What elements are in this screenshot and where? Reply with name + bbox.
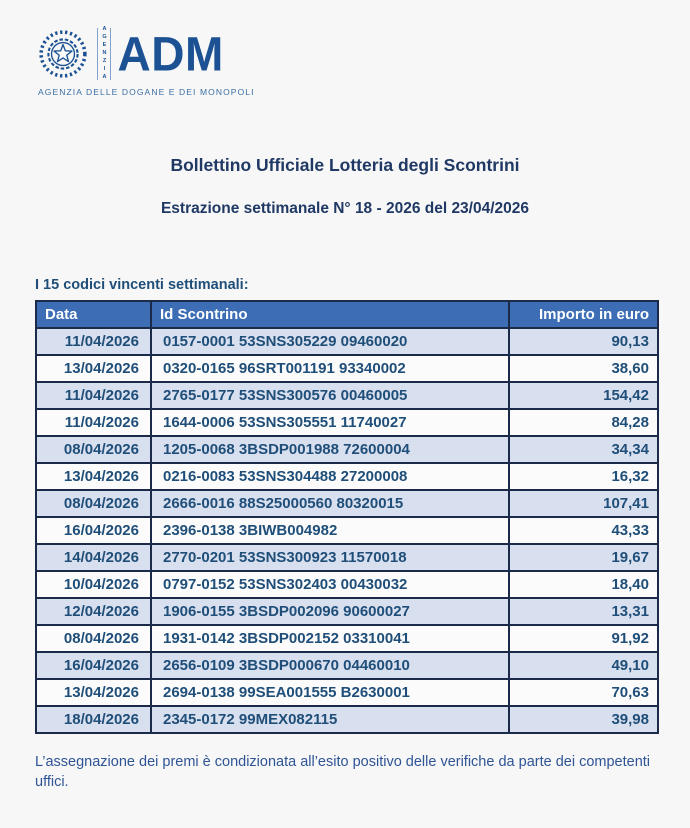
footer-note: L’assegnazione dei premi è condizionata all’esito positivo delle verifiche da parte dei competenti uffici. xyxy=(35,753,651,790)
table-row xyxy=(36,598,658,625)
cell-amount: 13,31 xyxy=(509,598,658,625)
cell-date: 16/04/2026 xyxy=(36,652,151,679)
table-row xyxy=(36,571,658,598)
cell-id: 0157-0001 53SNS305229 09460020 xyxy=(151,328,509,355)
table-body xyxy=(36,328,658,733)
cell-date: 08/04/2026 xyxy=(36,436,151,463)
cell-amount: 39,98 xyxy=(509,706,658,733)
cell-id: 1931-0142 3BSDP002152 03310041 xyxy=(151,625,509,652)
table-row xyxy=(36,544,658,571)
cell-amount: 91,92 xyxy=(509,625,658,652)
cell-date: 18/04/2026 xyxy=(36,706,151,733)
document-subtitle: Estrazione settimanale N° 18 - 2026 del 23/04/2026 xyxy=(160,200,530,218)
table-row xyxy=(36,355,658,382)
table-header-row xyxy=(36,301,658,328)
table-row xyxy=(36,409,658,436)
cell-date: 16/04/2026 xyxy=(36,517,151,544)
cell-id: 0320-0165 96SRT001191 93340002 xyxy=(151,355,509,382)
table-row xyxy=(36,679,658,706)
logo-vertical-strip xyxy=(97,28,111,80)
cell-id: 2694-0138 99SEA001555 B2630001 xyxy=(151,679,509,706)
cell-id: 2666-0016 88S25000560 80320015 xyxy=(151,490,509,517)
table-row xyxy=(36,706,658,733)
document-title: Bollettino Ufficiale Lotteria degli Scontrini xyxy=(170,155,520,175)
cell-date: 08/04/2026 xyxy=(36,490,151,517)
cell-amount: 107,41 xyxy=(509,490,658,517)
cell-amount: 18,40 xyxy=(509,571,658,598)
cell-date: 11/04/2026 xyxy=(36,409,151,436)
table-row xyxy=(36,652,658,679)
cell-date: 11/04/2026 xyxy=(36,328,151,355)
cell-amount: 90,13 xyxy=(509,328,658,355)
cell-amount: 49,10 xyxy=(509,652,658,679)
cell-id: 2770-0201 53SNS300923 11570018 xyxy=(151,544,509,571)
cell-amount: 16,32 xyxy=(509,463,658,490)
cell-date: 13/04/2026 xyxy=(36,679,151,706)
cell-amount: 38,60 xyxy=(509,355,658,382)
table-row xyxy=(36,625,658,652)
table-row xyxy=(36,328,658,355)
cell-amount: 43,33 xyxy=(509,517,658,544)
cell-amount: 84,28 xyxy=(509,409,658,436)
cell-date: 10/04/2026 xyxy=(36,571,151,598)
cell-id: 0797-0152 53SNS302403 00430032 xyxy=(151,571,509,598)
section-label: I 15 codici vincenti settimanali: xyxy=(35,276,249,293)
table-row xyxy=(36,436,658,463)
cell-date: 13/04/2026 xyxy=(36,355,151,382)
col-header-amount: Importo in euro xyxy=(509,301,658,328)
cell-id: 2765-0177 53SNS300576 00460005 xyxy=(151,382,509,409)
cell-date: 13/04/2026 xyxy=(36,463,151,490)
cell-id: 1644-0006 53SNS305551 11740027 xyxy=(151,409,509,436)
cell-id: 1205-0068 3BSDP001988 72600004 xyxy=(151,436,509,463)
table-row xyxy=(36,517,658,544)
cell-amount: 70,63 xyxy=(509,679,658,706)
table-row xyxy=(36,463,658,490)
col-header-id: Id Scontrino xyxy=(151,301,509,328)
cell-id: 2396-0138 3BIWB004982 xyxy=(151,517,509,544)
cell-id: 0216-0083 53SNS304488 27200008 xyxy=(151,463,509,490)
col-header-date: Data xyxy=(36,301,151,328)
logo-vertical-text: AGENZIA xyxy=(101,26,108,82)
cell-amount: 34,34 xyxy=(509,436,658,463)
italian-republic-emblem-icon xyxy=(38,29,88,79)
table-row xyxy=(36,490,658,517)
cell-id: 2345-0172 99MEX082115 xyxy=(151,706,509,733)
cell-amount: 19,67 xyxy=(509,544,658,571)
cell-amount: 154,42 xyxy=(509,382,658,409)
cell-date: 12/04/2026 xyxy=(36,598,151,625)
table-row xyxy=(36,382,658,409)
logo-brand-text: ADM xyxy=(117,26,224,82)
winning-codes-table xyxy=(35,300,659,734)
logo-subtitle: AGENZIA DELLE DOGANE E DEI MONOPOLI xyxy=(38,87,255,97)
document-page xyxy=(0,28,690,828)
cell-id: 1906-0155 3BSDP002096 90600027 xyxy=(151,598,509,625)
cell-date: 11/04/2026 xyxy=(36,382,151,409)
cell-date: 08/04/2026 xyxy=(36,625,151,652)
cell-id: 2656-0109 3BSDP000670 04460010 xyxy=(151,652,509,679)
cell-date: 14/04/2026 xyxy=(36,544,151,571)
adm-logo xyxy=(38,28,690,80)
